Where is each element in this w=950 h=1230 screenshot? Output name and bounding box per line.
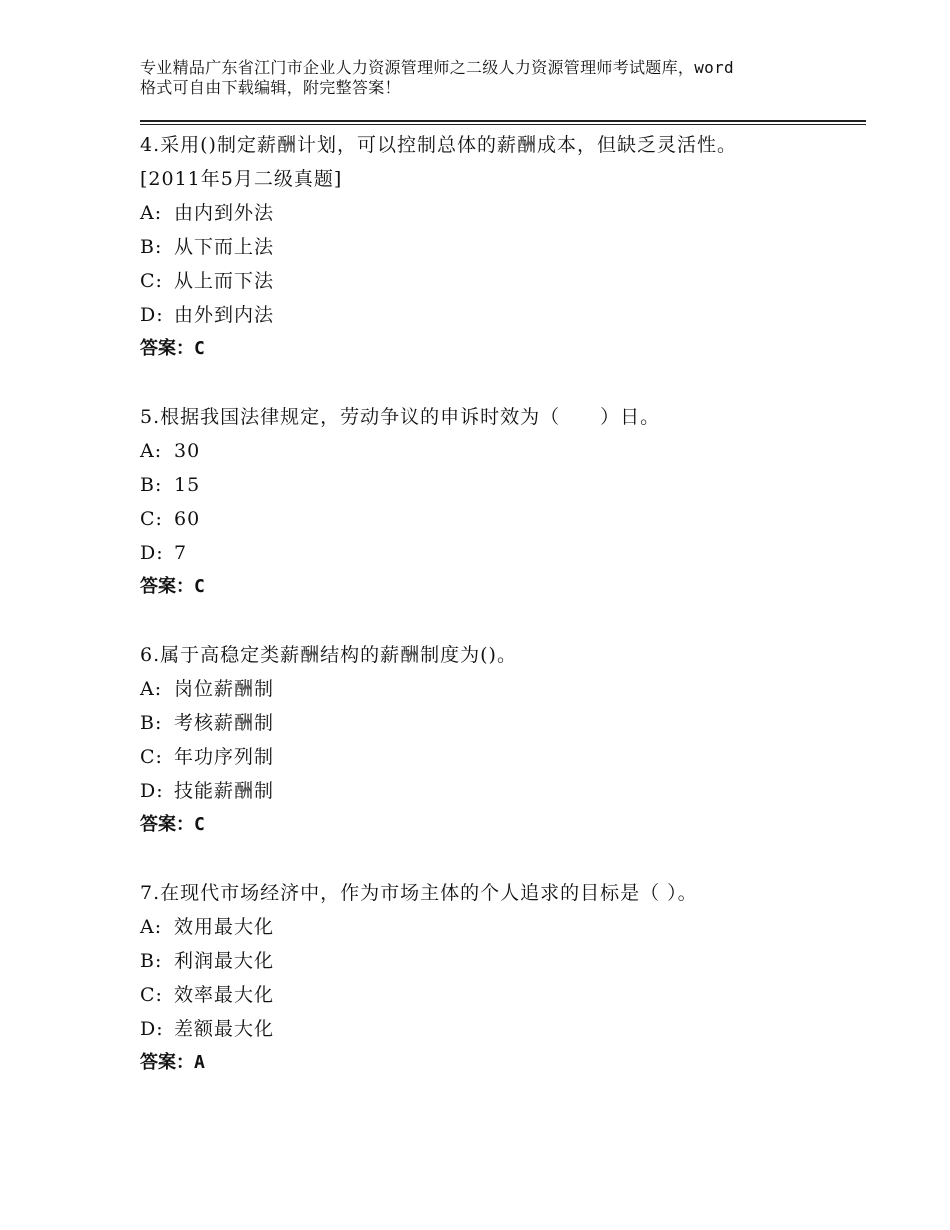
option-d [140, 536, 860, 570]
question-4 [140, 128, 860, 366]
question-5 [140, 400, 860, 604]
question-stem: 6.属于高稳定类薪酬结构的薪酬制度为()。 [140, 644, 517, 666]
option-a [140, 672, 860, 706]
option-c [140, 978, 860, 1012]
option-d [140, 298, 860, 332]
option-a [140, 434, 860, 468]
answer-line: 答案：C [140, 814, 205, 835]
option-text: 考核薪酬制 [174, 712, 275, 734]
document-header [140, 58, 840, 98]
option-text: 7 [174, 542, 188, 564]
option-a [140, 910, 860, 944]
question-stem: 7.在现代市场经济中，作为市场主体的个人追求的目标是（ ）。 [140, 882, 698, 904]
option-key: C: [140, 746, 163, 768]
option-text: 效用最大化 [174, 916, 275, 938]
option-d [140, 774, 860, 808]
option-key: C: [140, 984, 163, 1006]
question-stem-source: [2011年5月二级真题] [140, 168, 343, 190]
header-line-1: 专业精品广东省江门市企业人力资源管理师之二级人力资源管理师考试题库，word [140, 58, 734, 77]
option-c [140, 740, 860, 774]
option-c [140, 502, 860, 536]
option-key: C: [140, 508, 163, 530]
option-key: B: [140, 474, 163, 496]
header-divider-thin [140, 124, 866, 125]
option-text: 利润最大化 [174, 950, 275, 972]
option-b [140, 468, 860, 502]
option-key: B: [140, 712, 163, 734]
option-key: A: [140, 202, 163, 224]
option-b [140, 944, 860, 978]
answer-line: 答案：C [140, 338, 205, 359]
header-line-2: 格式可自由下载编辑，附完整答案！ [140, 78, 401, 97]
option-text: 30 [174, 440, 201, 462]
option-b [140, 230, 860, 264]
question-stem: 4.采用()制定薪酬计划，可以控制总体的薪酬成本，但缺乏灵活性。 [140, 134, 737, 156]
option-key: A: [140, 916, 163, 938]
option-c [140, 264, 860, 298]
question-stem: 5.根据我国法律规定，劳动争议的申诉时效为（ ）日。 [140, 406, 661, 428]
option-key: D: [140, 542, 164, 564]
option-key: A: [140, 440, 163, 462]
option-key: D: [140, 304, 164, 326]
question-list [140, 128, 860, 1114]
option-text: 技能薪酬制 [174, 780, 275, 802]
option-text: 60 [174, 508, 201, 530]
answer-line: 答案：C [140, 576, 205, 597]
option-key: D: [140, 1018, 164, 1040]
option-text: 效率最大化 [174, 984, 275, 1006]
option-a [140, 196, 860, 230]
option-key: A: [140, 678, 163, 700]
option-text: 从下而上法 [174, 236, 275, 258]
option-text: 15 [174, 474, 201, 496]
option-key: D: [140, 780, 164, 802]
answer-line: 答案：A [140, 1052, 205, 1073]
header-divider-thick [140, 120, 866, 122]
option-b [140, 706, 860, 740]
option-key: B: [140, 236, 163, 258]
option-key: C: [140, 270, 163, 292]
question-6 [140, 638, 860, 842]
option-key: B: [140, 950, 163, 972]
question-7 [140, 876, 860, 1080]
option-text: 岗位薪酬制 [174, 678, 275, 700]
option-text: 从上而下法 [174, 270, 275, 292]
option-d [140, 1012, 860, 1046]
option-text: 差额最大化 [174, 1018, 275, 1040]
option-text: 年功序列制 [174, 746, 275, 768]
option-text: 由内到外法 [174, 202, 275, 224]
option-text: 由外到内法 [174, 304, 275, 326]
